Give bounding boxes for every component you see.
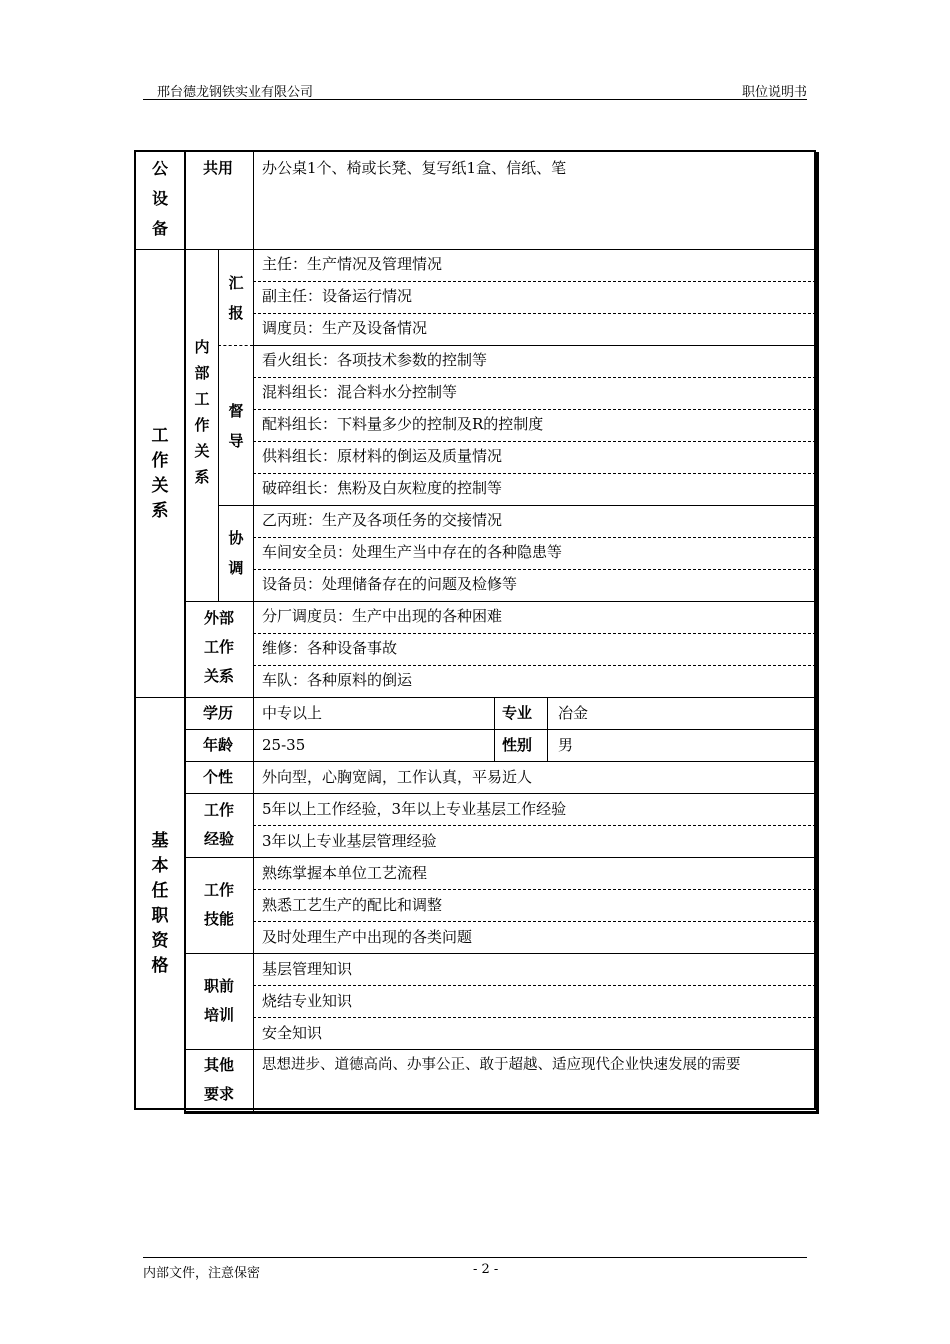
experience-item: 5年以上工作经验，3年以上专业基层工作经验 [262,800,567,818]
dash-line [253,985,816,986]
gender-value: 男 [558,736,574,754]
confidential-notice: 内部文件，注意保密 [143,1266,261,1281]
experience-item: 3年以上专业基层管理经验 [262,832,437,850]
skills-item: 熟练掌握本单位工艺流程 [262,864,428,882]
col-divider-equip [253,150,254,250]
dash-line [253,1017,816,1018]
supervise-item: 供料组长：原材料的倒运及质量情况 [262,447,503,465]
report-item: 调度员：生产及设备情况 [262,319,428,337]
row-divider-equip [134,249,816,250]
skills-item: 熟悉工艺生产的配比和调整 [262,896,443,914]
row-divider-age [184,761,816,762]
table-shadow-bottom [184,1111,819,1114]
external-item: 维修：各种设备事故 [262,639,398,657]
supervise-label: 督 导 [228,402,244,450]
supervise-item: 配料组长：下料量多少的控制及R的控制度 [262,415,544,433]
major-label: 专业 [502,704,533,722]
coordinate-label: 协 调 [228,529,244,577]
personality-value: 外向型，心胸宽阔，工作认真，平易近人 [262,768,533,786]
row-divider-education [184,729,816,730]
dash-line [253,537,816,538]
col-divider-content [253,249,254,1111]
page-number: - 2 - [473,1262,499,1277]
report-item: 主任：生产情况及管理情况 [262,255,443,273]
table-shadow-right [816,152,819,1114]
age-label: 年龄 [203,736,234,754]
qualifications-section-label: 基 本 任 职 资 格 [151,831,169,976]
training-item: 基层管理知识 [262,960,353,978]
skills-label: 工作 技能 [203,881,234,928]
coordinate-item: 车间安全员：处理生产当中存在的各种隐患等 [262,543,563,561]
document-type: 职位说明书 [741,85,807,100]
row-divider-relations [134,697,816,698]
header-rule [143,99,807,100]
external-item: 分厂调度员：生产中出现的各种困难 [262,607,503,625]
dash-line [253,441,816,442]
other-requirements-label: 其他 要求 [203,1056,234,1103]
supervise-item: 看火组长：各项技术参数的控制等 [262,351,488,369]
dash-line [253,377,816,378]
dash-line [253,313,816,314]
training-item: 安全知识 [262,1024,323,1042]
other-requirements-value: 思想进步、道德高尚、办事公正、敢于超越、适应现代企业快速发展的需要 [262,1057,741,1073]
age-value: 25-35 [262,736,306,754]
equipment-section-label: 公 设 备 [151,159,168,238]
shared-label: 共用 [203,159,234,177]
report-item: 副主任：设备运行情况 [262,287,413,305]
skills-item: 及时处理生产中出现的各类问题 [262,928,473,946]
coordinate-item: 设备员：处理储备存在的问题及检修等 [262,575,518,593]
dash-line [253,921,816,922]
row-divider-personality [184,793,816,794]
dash-line [253,825,816,826]
dash-line [253,633,816,634]
row-divider-skills [184,953,816,954]
dash-line [253,473,816,474]
row-divider-supervise [218,505,816,506]
dash-line [253,409,816,410]
company-name: 邢台德龙钢铁实业有限公司 [157,85,314,100]
coordinate-item: 乙丙班：生产及各项任务的交接情况 [262,511,503,529]
row-divider-report-label [218,345,253,346]
footer-rule [143,1257,807,1258]
experience-label: 工作 经验 [203,801,234,848]
col-divider-internal [218,249,219,601]
row-divider-training [184,1049,816,1050]
row-divider-experience [184,857,816,858]
major-value: 冶金 [558,704,589,722]
internal-relations-label: 内 部 工 作 关 系 [194,338,210,486]
dash-line [253,889,816,890]
education-label: 学历 [203,704,234,722]
external-relations-label: 外部 工作 关系 [203,609,234,685]
training-item: 烧结专业知识 [262,992,353,1010]
relations-section-label: 工 作 关 系 [151,426,169,521]
training-label: 职前 培训 [203,977,234,1024]
report-label: 汇 报 [228,274,244,322]
row-divider-internal [184,601,816,602]
personality-label: 个性 [203,768,234,786]
education-value: 中专以上 [262,704,323,722]
supervise-item: 破碎组长：焦粉及白灰粒度的控制等 [262,479,503,497]
dash-line [253,569,816,570]
dash-line [253,665,816,666]
dash-line [253,281,816,282]
shared-value: 办公桌1个、椅或长凳、复写纸1盒、信纸、笔 [262,159,567,177]
row-divider-report [253,345,816,346]
gender-label: 性别 [502,736,533,754]
external-item: 车队：各种原料的倒运 [262,671,413,689]
supervise-item: 混料组长：混合料水分控制等 [262,383,458,401]
